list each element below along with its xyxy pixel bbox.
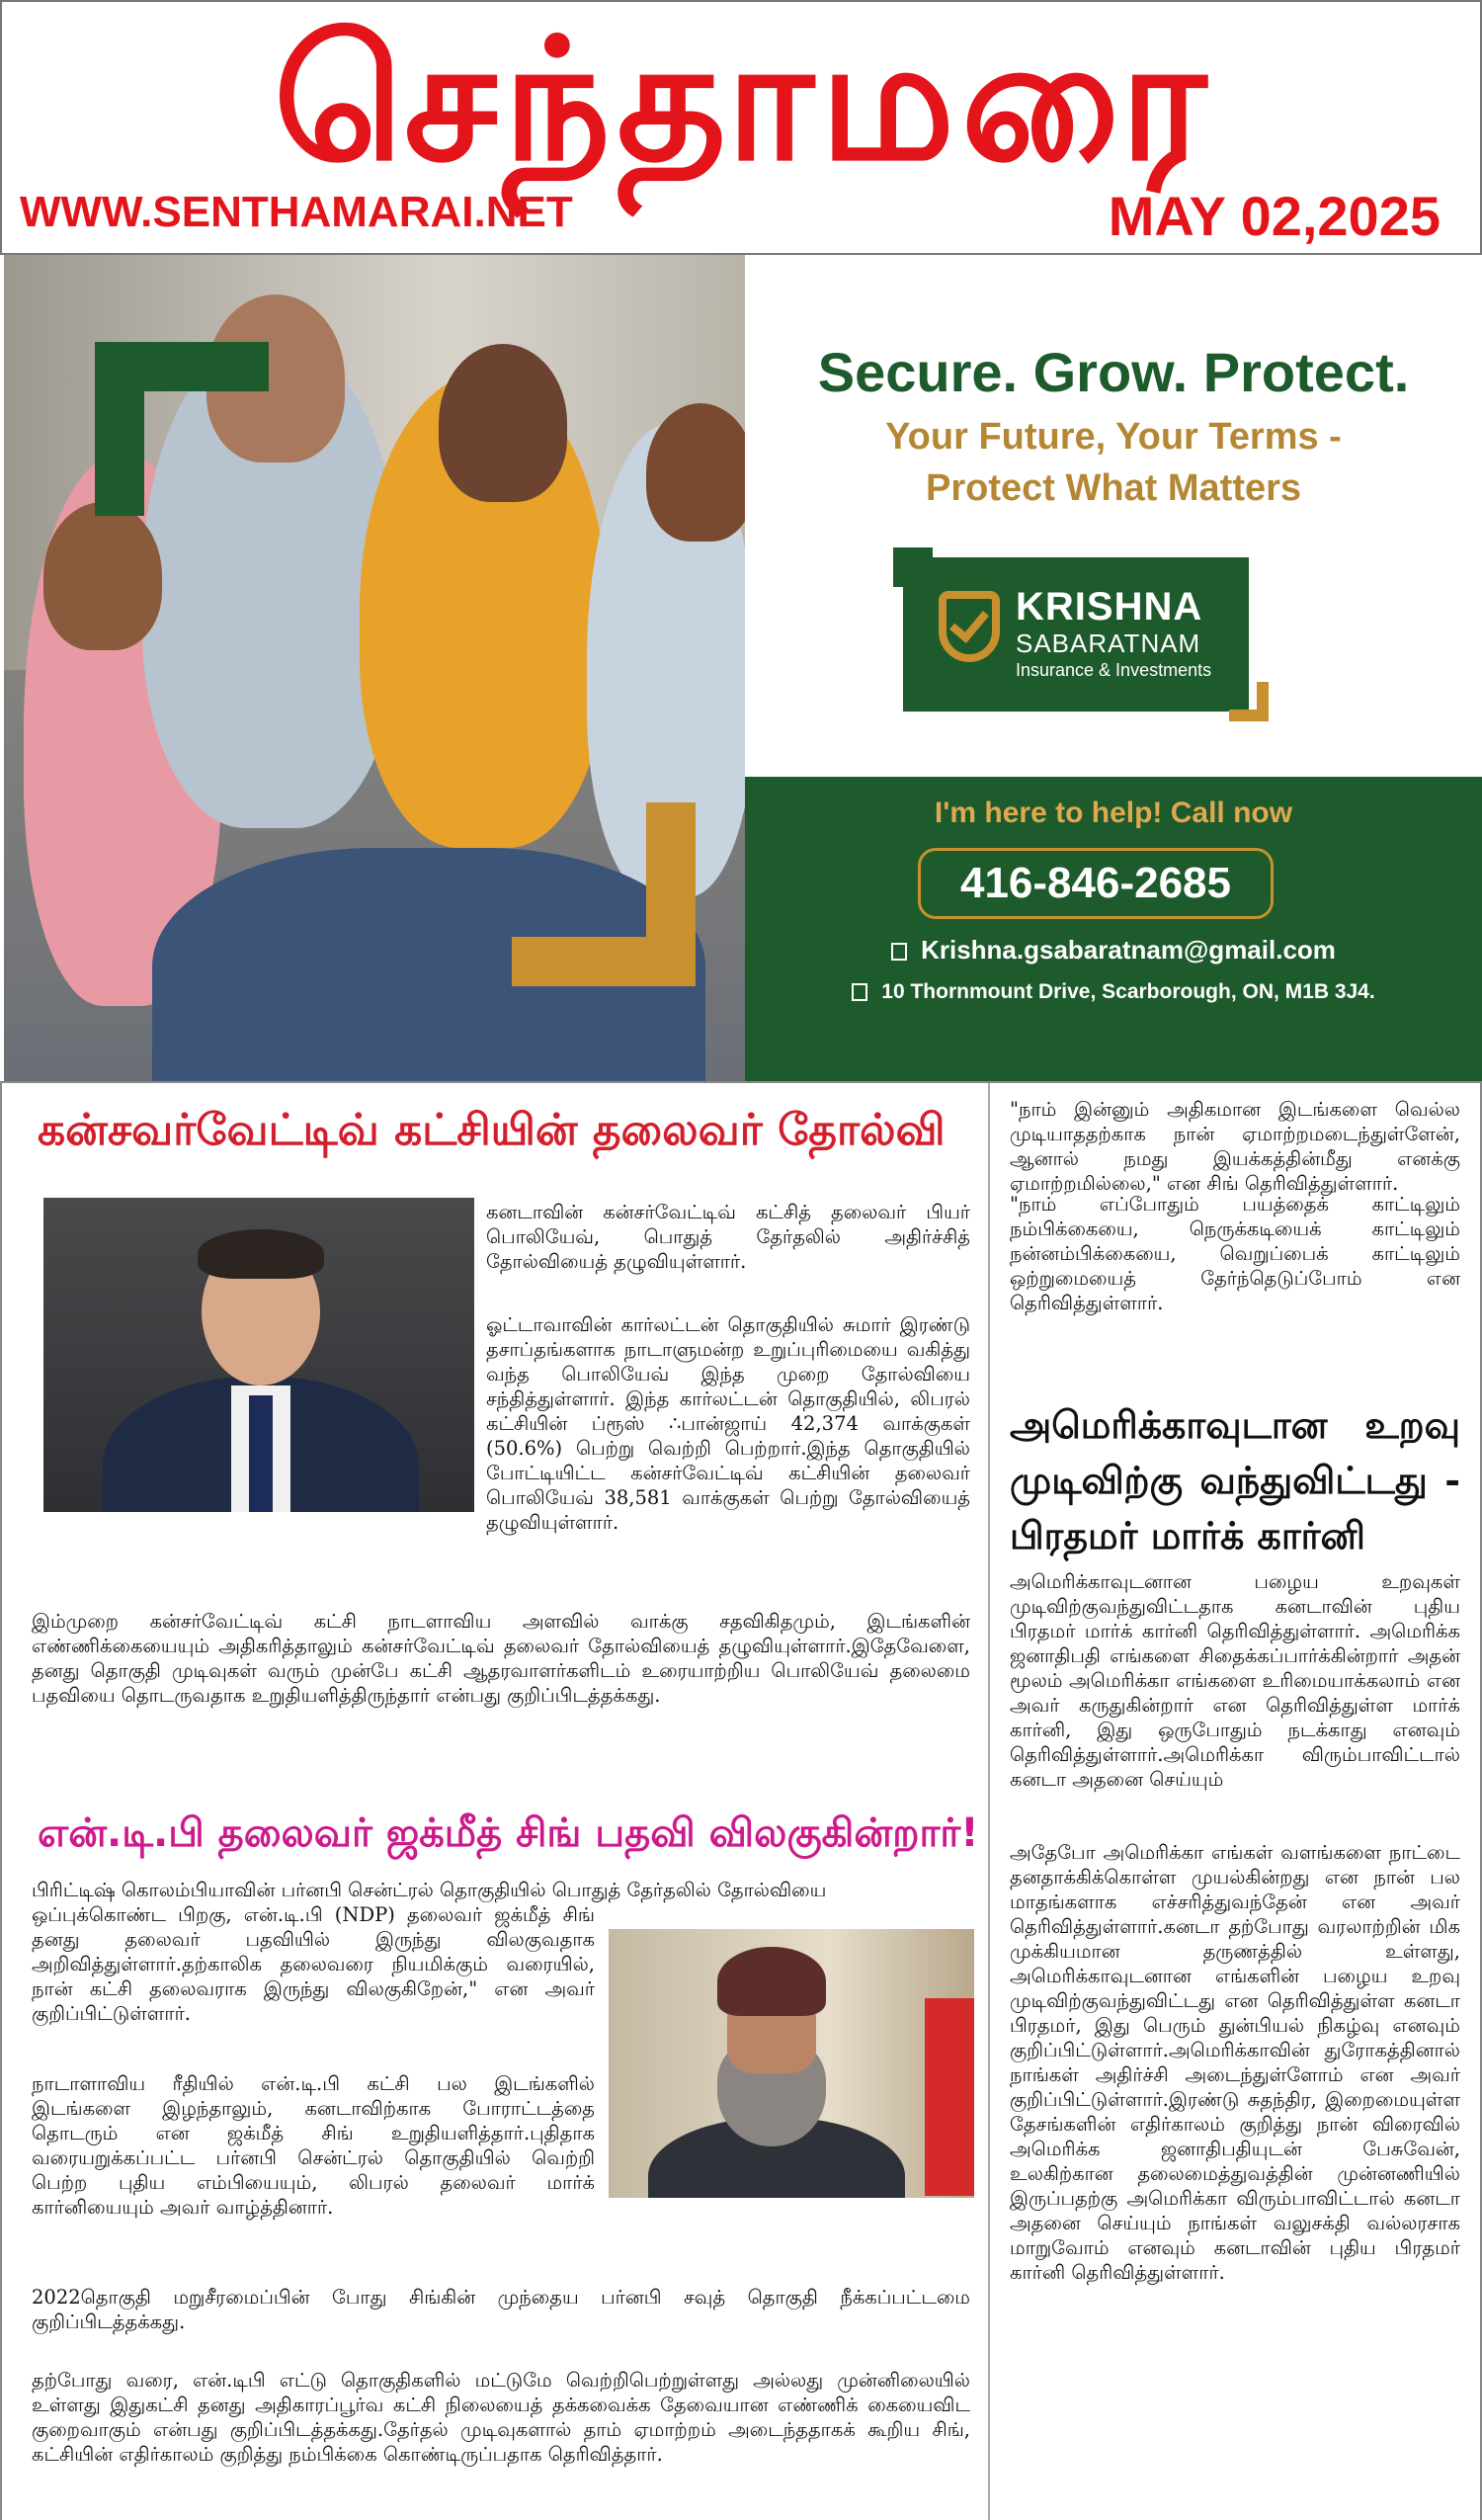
masthead (0, 0, 1482, 255)
logo-name-last: SABARATNAM (1016, 629, 1201, 658)
issue-date: MAY 02,2025 (1108, 185, 1441, 247)
ad-tagline-line2: Protect What Matters (925, 467, 1302, 509)
article1-headline: கன்சவர்வேட்டிவ் கட்சியின் தலைவர் தோல்வி (38, 1105, 946, 1155)
article2-paragraph: நாடாளாவிய ரீதியில் என்.டி.பி கட்சி பல இடங்களில் இடங்களை இழந்தாலும், கனடாவிற்காக போராட்டத்தை தொடரும் என ஜக்மீத் சிங் உறுதியளித்தார்.புதிதாக வரையறுக்கப்பட்ட பர்னபி சென்ட்ரல் தொகுதியில் வெற்றி பெற்ற புதிய எம்பியையும், லிபரல் தலைவர் மார்க் கார்னியையும் அவர் வாழ்த்தினார். (32, 2072, 595, 2219)
article3-paragraph: அதேபோ அமெரிக்கா எங்கள் வளங்களை நாட்டை தனதாக்கிக்கொள்ள முயல்கின்றது என நான் பல மாதங்களாக எச்சரித்துவந்தேன் என அவர் தெரிவித்துள்ளார்.கனடா தற்போது வரலாற்றின் மிக முக்கியமான தருணத்தில் உள்ளது, அமெரிக்காவுடனான எங்களின் பழைய உறவு முடிவிற்குவந்துவிட்டது என தெரிவித்துள்ள கனடா பிரதமர், இது பெரும் துன்பியல் நிகழ்வு எனவும் குறிப்பிட்டுள்ளார்.அமெரிக்காவின் துரோகத்தினால் நாங்கள் அதிர்ச்சி அடைந்துள்ளோம் என அவர் குறிப்பிட்டுள்ளார்.இரண்டு சுதந்திர, இறைமையுள்ள தேசங்களின் எதிர்காலம் குறித்து நான் விரைவில் அமெரிக்க ஜனாதிபதியுடன் பேசுவேன், உலகிற்கான தலைமைத்துவத்தின் முன்னணியில் இருப்பதற்கு அமெரிக்கா விரும்பாவிட்டால் கனடா அதனை செய்யும் நாங்கள் வலுசக்தி வல்லரசாக மாறுவோம் எனவும் கனடாவின் புதிய பிரதமர் கார்னி தெரிவித்துள்ளார். (1010, 1841, 1460, 2284)
company-logo (893, 547, 1269, 721)
article2-headline: என்.டி.பி தலைவர் ஜக்மீத் சிங் பதவி விலகுகின்றார்! (38, 1810, 979, 1856)
gold-corner-bracket (512, 802, 696, 986)
article2-paragraph: 2022தொகுதி மறுசீரமைப்பின் போது சிங்கின் முந்தைய பர்னபி சவுத் தொகுதி நீக்கப்பட்டமை குறிப்பிடத்தக்கது. (32, 2286, 970, 2333)
article1-paragraph: கனடாவின் கன்சர்வேட்டிவ் கட்சித் தலைவர் பியர் பொலியேவ், பொதுத் தேர்தலில் அதிர்ச்சித் தோல்வியைத் தழுவியுள்ளார். (486, 1201, 970, 1273)
jagmeet-singh-photo (609, 1929, 974, 2198)
article2-paragraph: ஒப்புக்கொண்ட பிறகு, என்.டி.பி (NDP) தலைவர் ஜக்மீத் சிங் தனது தலைவர் பதவியில் இருந்து விலகுவதாக அறிவித்துள்ளார்.தற்காலிக தலைவரை நியமிக்கும் வரையில், நான் கட்சி தலைவராக இருந்து விலகுகிறேன்," என அவர் குறிப்பிட்டுள்ளார். (32, 1903, 595, 2025)
contact-panel (745, 777, 1482, 1081)
call-to-action: I'm here to help! Call now (934, 797, 1293, 829)
website-url[interactable]: WWW.SENTHAMARAI.NET (20, 188, 573, 236)
article2-quote: "நாம் இன்னும் அதிகமான இடங்களை வெல்ல முடியாததற்காக நான் ஏமாற்றமடைந்துள்ளேன், ஆனால் நமது இயக்கத்தின்மீது எனக்கு ஏமாற்றமில்லை," என சிங் தெரிவித்துள்ளார். (1010, 1098, 1460, 1195)
left-column (32, 1083, 979, 2520)
address-line (745, 980, 1482, 1004)
ad-tagline (745, 411, 1482, 514)
street-address: 10 Thornmount Drive, Scarborough, ON, M1B 3J4. (881, 980, 1375, 1003)
article3-headline: அமெரிக்காவுடான உறவு முடிவிற்கு வந்துவிட்டது - பிரதமர் மார்க் கார்னி (1010, 1402, 1460, 1557)
article2-paragraph: தற்போது வரை, என்.டிபி எட்டு தொகுதிகளில் மட்டுமே வெற்றிபெற்றுள்ளது அல்லது முன்னிலையில் உள்ளது இதுகட்சி தனது அதிகாரப்பூர்வ கட்சி நிலையைத் தக்கவைக்க தேவையான எண்ணிக் கையைவிட குறைவாகும் என்பது குறிப்பிடத்தக்கது.தேர்தல் முடிவுகளால் தாம் ஏமாற்றம் அடைந்ததாகக் கூறிய சிங், கட்சியின் எதிர்காலம் குறித்து நம்பிக்கை கொண்டிருப்பதாக தெரிவித்தார். (32, 2369, 970, 2466)
articles-section (0, 1081, 1482, 2520)
logo-name-first: KRISHNA (1016, 585, 1203, 629)
shield-check-icon (939, 591, 1000, 662)
family-photo (4, 255, 745, 1081)
article1-paragraph: இம்முறை கன்சர்வேட்டிவ் கட்சி நாடளாவிய அளவில் வாக்கு சதவிகிதமும், இடங்களின் எண்ணிக்கையையும் அதிகரித்தாலும் கன்சர்வேட்டிவ் தலைவர் தோல்வியைத் தழுவியுள்ளார்.இதேவேளை, தனது தொகுதி முடிவுகள் வரும் முன்பே கட்சி ஆதரவாளர்களிடம் உரையாற்றிய பொலியேவ் தலைமை பதவியை தொடருவதாக உறுதியளித்திருந்தார் என்பது குறிப்பிடத்தக்கது. (32, 1610, 970, 1707)
right-column (1010, 1083, 1460, 2520)
ad-text-panel (745, 255, 1482, 1081)
article1-paragraph: ஓட்டாவாவின் கார்லட்டன் தொகுதியில் சுமார் இரண்டு தசாப்தங்களாக நாடாளுமன்ற உறுப்புரிமையை வகித்து வந்த பொலியேவ் இந்த முறை தோல்வியை சந்தித்துள்ளார். இந்த கார்லட்டன் தொகுதியில், லிபரல் கட்சியின் ப்ரூஸ் ∴பான்ஜாய் 42,374 வாக்குகள் (50.6%) பெற்று வெற்றி பெற்றார்.இந்த தொகுதியில் போட்டியிட்ட கன்சர்வேட்டிவ் கட்சியின் தலைவர் பொலியேவ் 38,581 வாக்குகள் பெற்று தோல்வியைத் தழுவியுள்ளார். (486, 1313, 970, 1534)
article2-paragraph: பிரிட்டிஷ் கொலம்பியாவின் பர்னபி சென்ட்ரல் தொகுதியில் பொதுத் தேர்தலில் தோல்வியை (32, 1879, 827, 1901)
email-line (745, 935, 1482, 966)
email-icon (891, 943, 907, 961)
location-icon (852, 983, 867, 1001)
column-divider (988, 1083, 990, 2520)
email-address[interactable]: Krishna.gsabaratnam@gmail.com (921, 935, 1336, 965)
phone-number[interactable]: 416-846-2685 (918, 848, 1274, 919)
ad-tagline-line1: Your Future, Your Terms - (885, 416, 1342, 458)
article2-quote: "நாம் எப்போதும் பயத்தைக் காட்டிலும் நம்பிக்கையை, நெருக்கடியைக் காட்டிலும் நன்னம்பிக்கையை, வெறுப்பைக் காட்டிலும் ஒற்றுமையைத் தேர்ந்தெடுப்போம் என தெரிவித்துள்ளார். (1010, 1193, 1460, 1314)
logo-subtitle: Insurance & Investments (1016, 660, 1212, 680)
poilievre-photo (43, 1198, 474, 1512)
green-corner-bracket (95, 342, 269, 516)
newspaper-title: செந்தாமரை (273, 3, 1213, 199)
insurance-advertisement (0, 255, 1482, 1081)
ad-headline: Secure. Grow. Protect. (817, 341, 1410, 403)
article3-paragraph: அமெரிக்காவுடனான பழைய உறவுகள் முடிவிற்குவந்துவிட்டதாக கனடாவின் புதிய பிரதமர் மார்க் கார்னி தெரிவித்துள்ளார். அமெரிக்க ஜனாதிபதி எங்களை சிதைக்கப்பார்க்கின்றார் அதன் மூலம் அமெரிக்கா எங்களை உரிமையாக்கலாம் என அவர் கருதுகின்றார் என தெரிவித்துள்ள மார்க் கார்னி, இது ஒருபோதும் நடக்காது எனவும் தெரிவித்துள்ளார்.அமெரிக்கா விரும்பாவிட்டால் கனடா அதனை செய்யும் (1010, 1570, 1460, 1791)
